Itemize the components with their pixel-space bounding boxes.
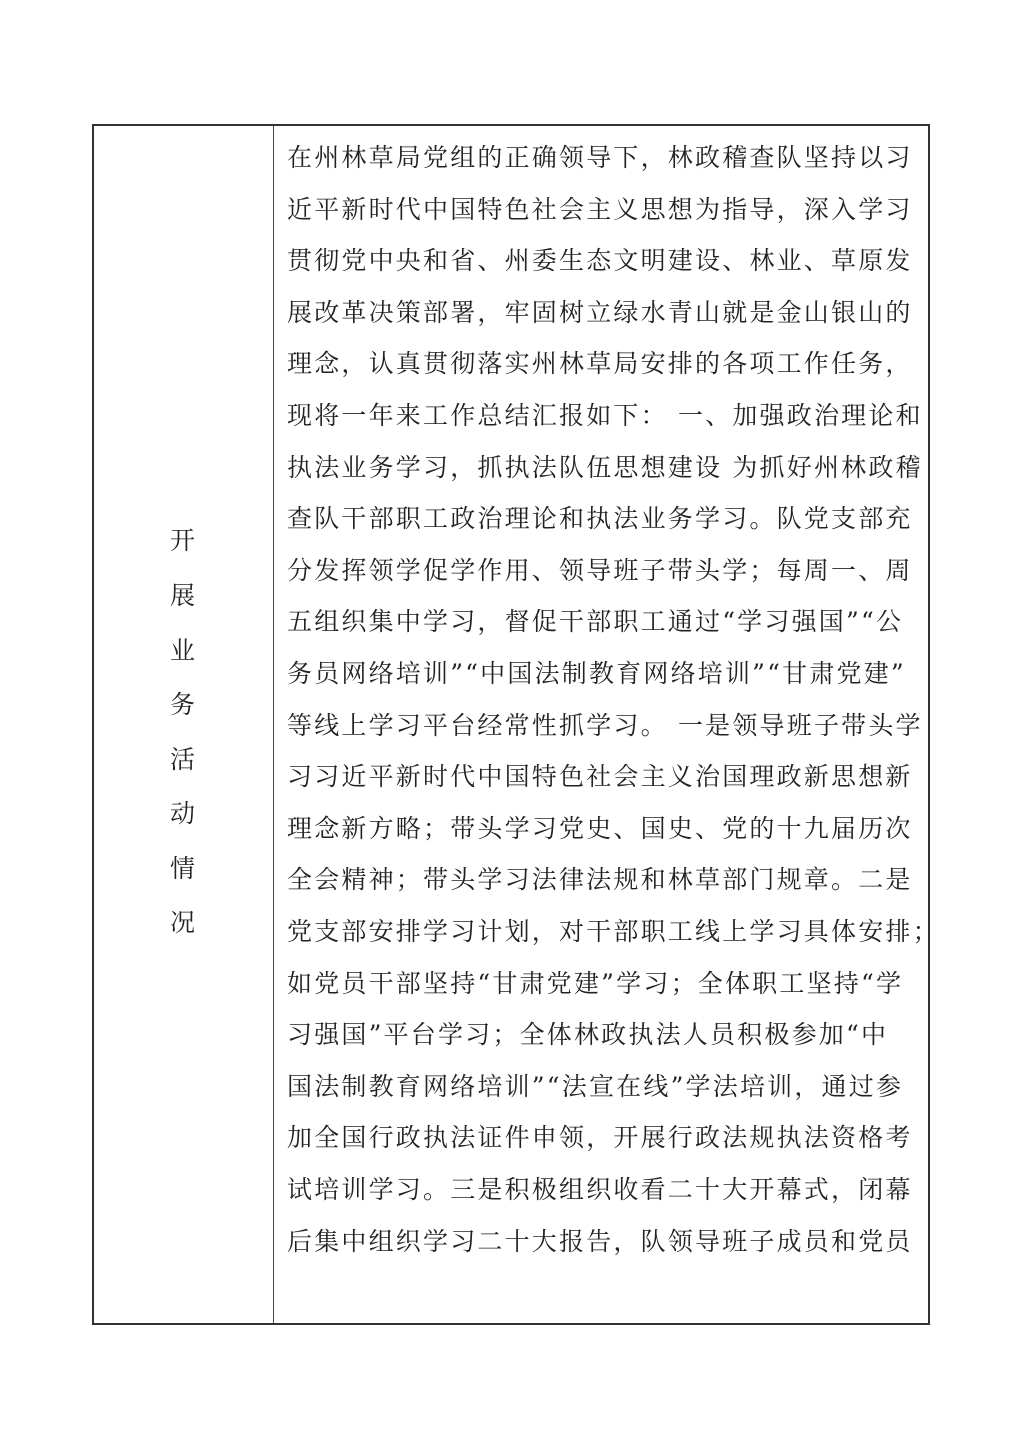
report-table	[92, 124, 940, 1325]
section-label-char: 活	[169, 745, 195, 774]
section-content-column	[277, 126, 940, 1323]
content-line: 全会精神；带头学习法律法规和林草部门规章。二是	[287, 865, 913, 895]
content-line: 党支部安排学习计划，对干部职工线上学习具体安排；	[287, 917, 940, 946]
content-line: 等线上学习平台经常性抓学习。 一是领导班子带头学	[287, 710, 923, 740]
content-line: 分发挥领学促学作用、领导班子带头学；每周一、周	[287, 555, 913, 585]
content-line: 加全国行政执法证件申领，开展行政法规执法资格考	[287, 1123, 913, 1153]
section-label-char: 动	[169, 799, 195, 828]
section-label-char: 展	[169, 581, 195, 610]
content-line: 试培训学习。三是积极组织收看二十大开幕式，闭幕	[287, 1175, 913, 1204]
section-label-column	[94, 126, 273, 1323]
content-line: 后集中组织学习二十大报告，队领导班子成员和党员	[287, 1226, 913, 1256]
content-line: 如党员干部坚持“甘肃党建”学习；全体职工坚持“学	[287, 968, 904, 998]
content-line: 习强国”平台学习；全体林政执法人员积极参加“中	[287, 1020, 889, 1050]
content-line: 理念新方略；带头学习党史、国史、党的十九届历次	[287, 813, 913, 843]
content-line: 现将一年来工作总结汇报如下： 一、加强政治理论和	[287, 401, 923, 430]
content-line: 在州林草局党组的正确领导下，林政稽查队坚持以习	[287, 143, 913, 172]
content-line: 务员网络培训”“中国法制教育网络培训”“甘肃党建”	[287, 659, 906, 688]
content-line: 贯彻党中央和省、州委生态文明建设、林业、草原发	[287, 246, 913, 276]
column-divider	[273, 126, 274, 1323]
section-label-char: 业	[169, 636, 195, 665]
section-label-char: 开	[169, 526, 195, 555]
content-line: 国法制教育网络培训”“法宣在线”学法培训，通过参	[287, 1071, 904, 1101]
section-label-char: 情	[169, 854, 195, 883]
section-label-char: 务	[169, 690, 195, 719]
section-label-char: 况	[169, 908, 195, 937]
content-line: 近平新时代中国特色社会主义思想为指导，深入学习	[287, 194, 913, 224]
content-line: 理念，认真贯彻落实州林草局安排的各项工作任务，	[287, 349, 913, 379]
content-line: 习习近平新时代中国特色社会主义治国理政新思想新	[287, 762, 913, 792]
content-line: 展改革决策部署，牢固树立绿水青山就是金山银山的	[287, 297, 913, 327]
content-line: 五组织集中学习，督促干部职工通过“学习强国”“公	[287, 607, 904, 637]
content-line: 执法业务学习，抓执法队伍思想建设 为抓好州林政稽	[287, 452, 923, 482]
content-line: 查队干部职工政治理论和执法业务学习。队党支部充	[287, 504, 913, 534]
